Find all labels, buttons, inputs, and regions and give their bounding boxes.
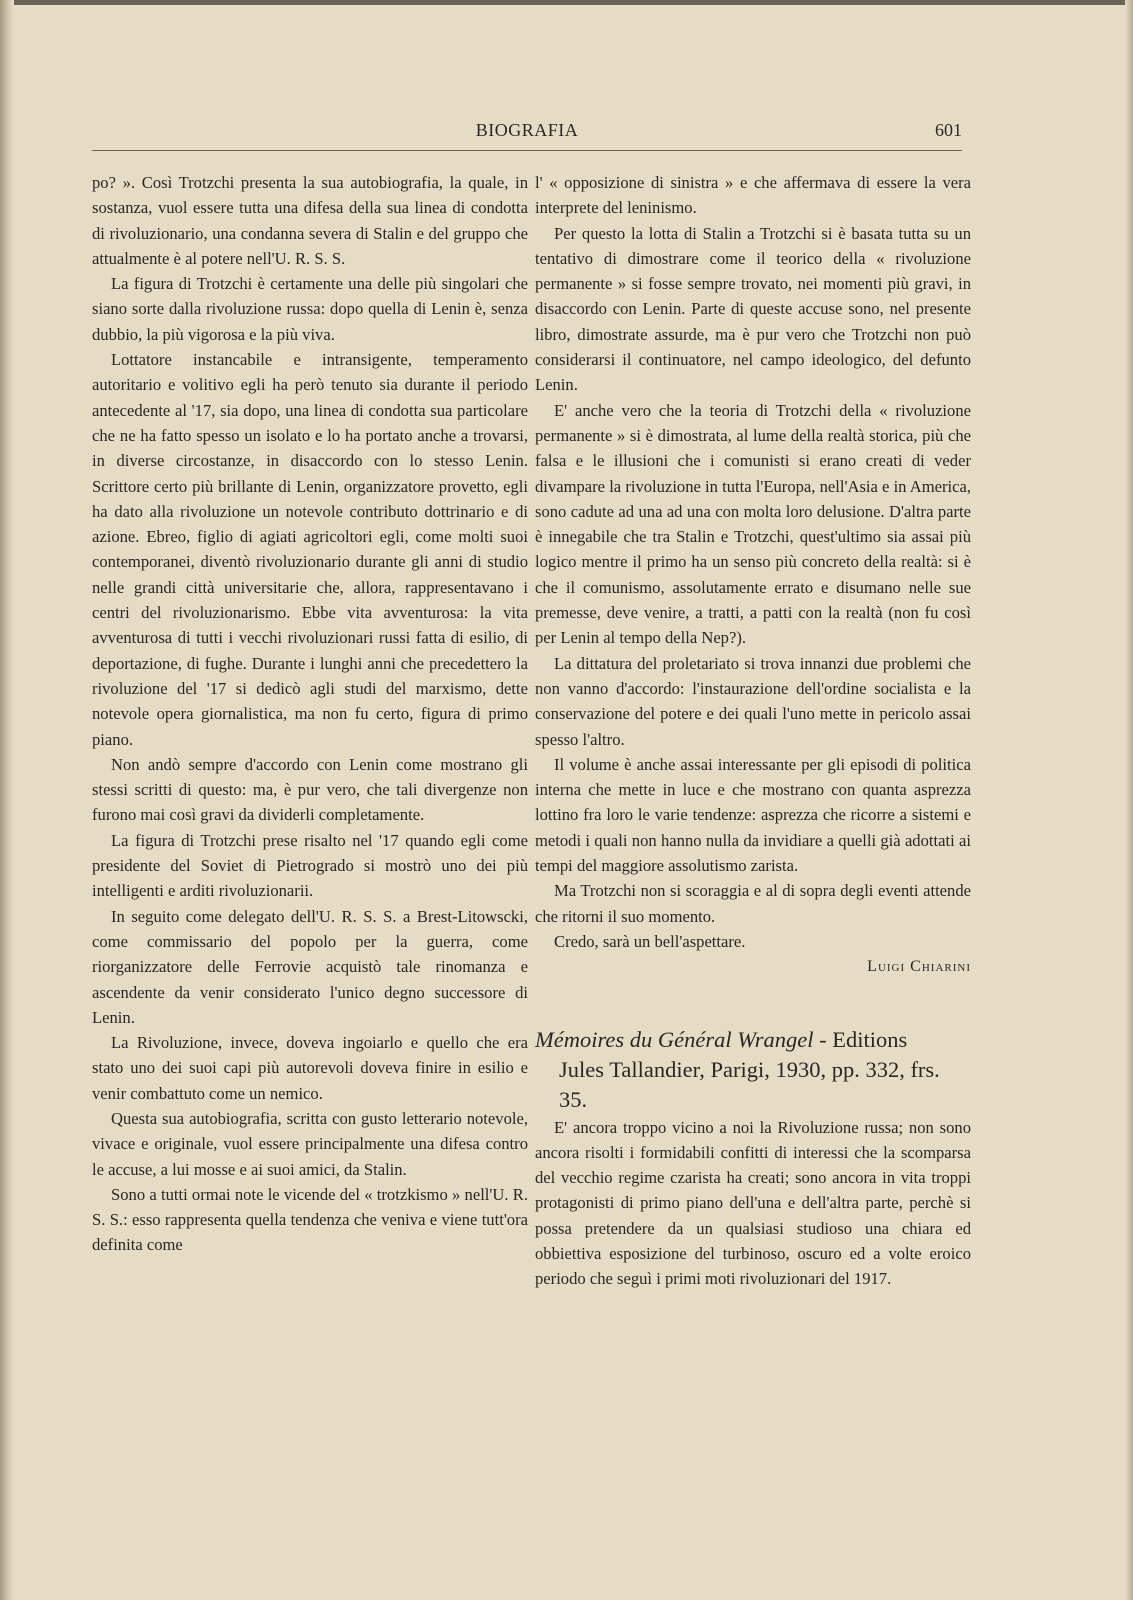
paragraph: La dittatura del proletariato si trova innanzi due problemi che non vanno d'accordo: l'instaurazione dell'ordine socialista e la conservazione del potere e dei quali l'uno mette in pericolo assai spesso l'altro. (535, 653, 971, 749)
right-column-paragraphs (535, 170, 971, 954)
review-heading (535, 1025, 971, 1115)
page-number: 601 (935, 120, 962, 140)
header-rule (92, 150, 962, 151)
review-publication-details: Jules Tallandier, Parigi, 1930, pp. 332, frs. 35. (559, 1056, 940, 1112)
page-binding-edge (0, 0, 14, 1600)
paragraph: La figura di Trotzchi è certamente una delle più singolari che siano sorte dalla rivoluzione russa: dopo quella di Lenin è, senza dubbio, la più vigorosa e la più viva. (92, 274, 528, 344)
paragraph: Sono a tutti ormai note le vicende del « trotzkismo » nell'U. R. S. S.: esso rappresenta quella tendenza che veniva e viene tutt'ora definita come (92, 1184, 528, 1255)
paragraph: In seguito come delegato dell'U. R. S. S. a Brest-Litowscki, come commissario del popolo per la guerra, come riorganizzatore delle Ferrovie acquistò tale rinomanza e ascendente da venir considerato l'unico degno successore di Lenin. (92, 906, 528, 1027)
paragraph: E' anche vero che la teoria di Trotzchi della « rivoluzione permanente » si è dimostrata, al lume della realtà storica, più che falsa e le illusioni che i comunisti si erano creati di veder divampare la rivoluzione in tutta l'Europa, nell'Asia e in America, sono cadute ad una ad una con molta loro delusione. D'altra parte è innegabile che tra Stalin e Trotzchi, quest'ultimo sia assai più logico mentre il primo ha un senso più concreto della realtà: si è che il comunismo, assolutamente errato e disumano nelle sue premesse, deve venire, a tratti, a patti con la realtà (non fu così per Lenin al tempo della Nep?). (535, 400, 971, 648)
page-right-edge (1125, 0, 1133, 1600)
paragraph: po? ». Così Trotzchi presenta la sua autobiografia, la quale, in sostanza, vuol essere tutta una difesa della sua linea di condotta di rivoluzionario, una condanna severa di Stalin e del gruppo che attualmente è al potere nell'U. R. S. S. (92, 173, 528, 268)
paragraph: Ma Trotzchi non si scoraggia e al di sopra degli eventi attende che ritorni il suo momento. (535, 881, 971, 926)
paragraph: La Rivoluzione, invece, doveva ingoiarlo e quello che era stato uno dei suoi capi più autorevoli doveva finire in esilio e venir combattuto come un nemico. (92, 1033, 528, 1103)
author-signature: Luigi Chiarini (867, 958, 971, 976)
paragraph: Lottatore instancabile e intransigente, temperamento autoritario e volitivo egli ha però tenuto sia durante il periodo antecedente al '17, sia dopo, una linea di condotta sua particolare che ne ha fatto spesso un isolato e lo ha portato anche a trovarsi, in diverse circostanze, in disaccordo con lo stesso Lenin. Scrittore certo più brillante di Lenin, organizzatore provetto, egli ha dato alla rivoluzione un notevole contributo dottrinario e di azione. Ebreo, figlio di agiati agricoltori egli, come molti suoi contemporanei, diventò rivoluzionario durante gli anni di studio nelle grandi città universitarie che, allora, rappresentavano i centri del rivoluzionarismo. Ebbe vita avventurosa: la vita avventurosa di tutti i vecchi rivoluzionari russi fatta di esilio, di deportazione, di fughe. Durante i lunghi anni che precedettero la rivoluzione del '17 si dedicò agli studi del marxismo, dette notevole opera giornalistica, ma non fu certo, figura di primo piano. (92, 350, 528, 749)
right-column (535, 170, 971, 1292)
review-book-title: Mémoires du Général Wrangel (535, 1026, 814, 1052)
book-review (535, 1025, 971, 1292)
review-publisher-intro: - Editions (813, 1026, 908, 1052)
page-header (92, 114, 962, 154)
paragraph: Credo, sarà un bell'aspettare. (554, 931, 746, 951)
left-column (92, 170, 528, 1258)
paragraph: La figura di Trotzchi prese risalto nel '17 quando egli come presidente del Soviet di Pietrogrado si mostrò uno dei più intelligenti e arditi rivoluzionarii. (92, 830, 528, 901)
paragraph: Per questo la lotta di Stalin a Trotzchi si è basata tutta su un tentativo di dimostrare come il teorico della « rivoluzione permanente » si fosse sempre trovato, nei momenti più gravi, in disaccordo con Lenin. Parte di queste accuse sono, nel presente libro, dimostrate assurde, ma è pur vero che Trotzchi non può considerarsi il continuatore, nel campo ideologico, del defunto Lenin. (535, 223, 971, 395)
paragraph: l' « opposizione di sinistra » e che affermava di essere la vera interprete del leninismo. (535, 173, 971, 218)
page-top-edge (0, 0, 1133, 5)
paragraph: Il volume è anche assai interessante per gli episodi di politica interna che mette in luce e che mostrano con quanta asprezza lottino fra loro le varie tendenze: asprezza che ricorre a sistemi e metodi i quali non hanno nulla da invidiare a quelli già adottati ai tempi del maggiore assolutismo zarista. (535, 754, 971, 876)
running-title: BIOGRAFIA (475, 120, 579, 140)
review-body: E' ancora troppo vicino a noi la Rivoluzione russa; non sono ancora risolti i formidabili confitti di interessi che la scomparsa del vecchio regime czarista ha creati; sono ancora in vita troppi protagonisti di primo piano dell'una e dell'altra parte, perchè si possa pretendere da un qualsiasi studioso una chiara ed obbiettiva esposizione del turbinoso, oscuro ed a volte eroico periodo che seguì i primi moti rivoluzionari del 1917. (535, 1117, 971, 1289)
paragraph: Questa sua autobiografia, scritta con gusto letterario notevole, vivace e originale, vuol essere principalmente una difesa contro le accuse, a lui mosse e ai suoi amici, da Stalin. (92, 1108, 528, 1179)
paragraph: Non andò sempre d'accordo con Lenin come mostrano gli stessi scritti di questo: ma, è pur vero, che tali divergenze non furono mai così gravi da dividerli completamente. (92, 754, 528, 825)
